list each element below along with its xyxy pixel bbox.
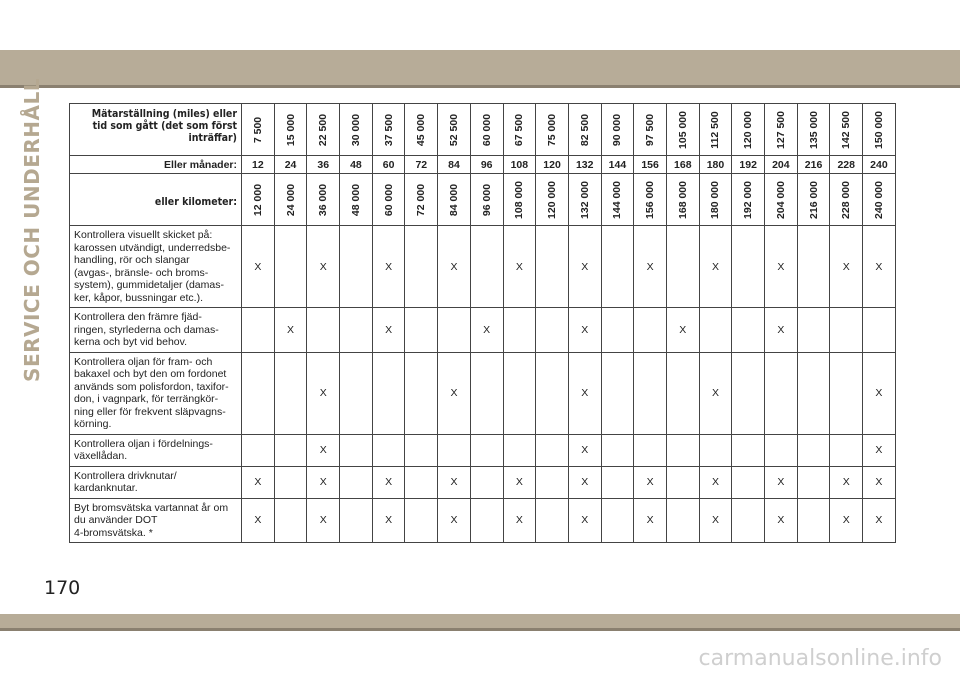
miles-header-cell (340, 104, 373, 156)
interval-mark (405, 498, 438, 543)
interval-mark (405, 308, 438, 353)
interval-mark (601, 466, 634, 498)
interval-mark (797, 466, 830, 498)
interval-mark (307, 308, 340, 353)
interval-mark: X (438, 352, 471, 434)
footer-rule (0, 628, 960, 631)
interval-mark: X (699, 226, 732, 308)
task-row (70, 498, 896, 543)
interval-mark (274, 226, 307, 308)
task-line: Kontrollera den främre fjäd- (74, 311, 202, 323)
interval-mark (634, 308, 667, 353)
interval-mark: X (765, 498, 798, 543)
months-value: 228 (830, 156, 863, 174)
miles-value: 67 500 (513, 113, 526, 146)
miles-header-cell (601, 104, 634, 156)
km-header-cell (503, 174, 536, 226)
interval-mark: X (863, 498, 896, 543)
miles-header-cell (438, 104, 471, 156)
interval-mark (405, 434, 438, 466)
miles-header-cell (242, 104, 275, 156)
miles-header-cell (699, 104, 732, 156)
km-value: 120 000 (546, 180, 559, 219)
task-line: 4-bromsvätska. * (74, 526, 153, 539)
task-line: kerna och byt vid behov. (74, 336, 188, 348)
task-row (70, 352, 896, 434)
task-row (70, 308, 896, 353)
months-value: 60 (372, 156, 405, 174)
interval-mark: X (503, 226, 536, 308)
miles-value: 37 500 (382, 113, 395, 146)
interval-mark: X (438, 466, 471, 498)
months-value: 132 (568, 156, 601, 174)
interval-mark: X (699, 498, 732, 543)
interval-mark (601, 308, 634, 353)
miles-value: 127 500 (774, 110, 787, 149)
miles-header-cell (568, 104, 601, 156)
km-value: 144 000 (611, 180, 624, 219)
months-header-label: Eller månader: (70, 156, 242, 174)
interval-mark (666, 226, 699, 308)
interval-mark: X (372, 466, 405, 498)
task-line: Byt bromsvätska vartannat år om (74, 501, 229, 514)
task-description (70, 498, 242, 543)
km-header-cell (634, 174, 667, 226)
km-header-cell (274, 174, 307, 226)
interval-mark: X (863, 352, 896, 434)
interval-mark: X (765, 308, 798, 353)
interval-mark: X (863, 466, 896, 498)
interval-mark: X (242, 226, 275, 308)
task-line: karossen utvändigt, underredsbe- (74, 241, 231, 254)
miles-header-cell (797, 104, 830, 156)
miles-header-cell (863, 104, 896, 156)
interval-mark: X (765, 226, 798, 308)
interval-mark (405, 352, 438, 434)
interval-mark (601, 226, 634, 308)
interval-mark (242, 308, 275, 353)
interval-mark (797, 226, 830, 308)
miles-value: 105 000 (676, 110, 689, 149)
months-value: 120 (536, 156, 569, 174)
interval-mark (438, 434, 471, 466)
km-header-cell (568, 174, 601, 226)
months-value: 72 (405, 156, 438, 174)
interval-mark (666, 352, 699, 434)
months-value: 24 (274, 156, 307, 174)
page-number: 170 (44, 577, 81, 599)
km-header-row (70, 174, 896, 226)
interval-mark: X (568, 498, 601, 543)
interval-mark (340, 498, 373, 543)
task-description (70, 226, 242, 308)
interval-mark (830, 434, 863, 466)
task-line: bakaxel och byt den om fordonet (74, 368, 227, 380)
months-value: 240 (863, 156, 896, 174)
interval-mark (863, 308, 896, 353)
header-rule (0, 85, 960, 88)
km-value: 240 000 (872, 180, 885, 219)
interval-mark: X (666, 308, 699, 353)
interval-mark (797, 434, 830, 466)
task-line: används som polisfordon, taxifor- (74, 380, 229, 393)
interval-mark (503, 308, 536, 353)
interval-mark: X (470, 308, 503, 353)
interval-mark (274, 434, 307, 466)
interval-mark (634, 434, 667, 466)
interval-mark: X (699, 466, 732, 498)
task-line: don, i vagnpark, för terrängkör- (74, 393, 219, 405)
months-value: 144 (601, 156, 634, 174)
interval-mark (340, 226, 373, 308)
miles-value: 97 500 (644, 113, 657, 146)
km-header-cell (666, 174, 699, 226)
interval-mark (405, 466, 438, 498)
interval-mark: X (503, 466, 536, 498)
miles-header-row (70, 104, 896, 156)
task-line: ker, kåpor, bussningar etc.). (74, 291, 203, 304)
km-header-cell (470, 174, 503, 226)
interval-mark (340, 466, 373, 498)
interval-mark: X (503, 498, 536, 543)
task-description (70, 466, 242, 498)
interval-mark: X (830, 226, 863, 308)
interval-mark: X (372, 226, 405, 308)
interval-mark (601, 498, 634, 543)
miles-value: 142 500 (840, 110, 853, 149)
km-value: 108 000 (513, 180, 526, 219)
task-row (70, 226, 896, 308)
interval-mark: X (830, 466, 863, 498)
miles-value: 150 000 (872, 110, 885, 149)
header-color-bar (0, 50, 960, 85)
interval-mark: X (568, 308, 601, 353)
interval-mark (666, 434, 699, 466)
interval-mark (699, 434, 732, 466)
task-description (70, 352, 242, 434)
miles-value: 52 500 (447, 113, 460, 146)
interval-mark: X (863, 226, 896, 308)
km-value: 132 000 (578, 180, 591, 219)
miles-header-cell (666, 104, 699, 156)
interval-mark (666, 466, 699, 498)
miles-value: 112 500 (709, 110, 722, 149)
interval-mark (503, 352, 536, 434)
interval-mark (470, 226, 503, 308)
interval-mark (470, 434, 503, 466)
interval-mark: X (568, 466, 601, 498)
interval-mark (274, 498, 307, 543)
km-value: 60 000 (382, 183, 395, 216)
interval-mark (732, 498, 765, 543)
page-header-band (0, 0, 960, 56)
miles-value: 120 000 (742, 110, 755, 149)
interval-mark: X (438, 226, 471, 308)
interval-mark (634, 352, 667, 434)
interval-mark (340, 308, 373, 353)
task-line: kardanknutar. (74, 482, 138, 494)
km-value: 168 000 (676, 180, 689, 219)
months-value: 48 (340, 156, 373, 174)
interval-mark: X (863, 434, 896, 466)
km-header-label: eller kilometer: (70, 174, 242, 226)
km-value: 216 000 (807, 180, 820, 219)
months-value: 216 (797, 156, 830, 174)
task-line: ringen, styrlederna och damas- (74, 323, 219, 336)
interval-mark (536, 352, 569, 434)
km-header-cell (372, 174, 405, 226)
interval-mark (340, 434, 373, 466)
interval-mark (470, 466, 503, 498)
miles-header-cell (470, 104, 503, 156)
interval-mark (601, 434, 634, 466)
miles-value: 82 500 (578, 113, 591, 146)
interval-mark (732, 466, 765, 498)
km-value: 228 000 (840, 180, 853, 219)
task-line: Kontrollera drivknutar/ (74, 469, 177, 482)
km-header-cell (732, 174, 765, 226)
interval-mark: X (699, 352, 732, 434)
interval-mark (274, 466, 307, 498)
interval-mark: X (568, 226, 601, 308)
interval-mark: X (372, 498, 405, 543)
months-value: 96 (470, 156, 503, 174)
months-header-row (70, 156, 896, 174)
km-value: 180 000 (709, 180, 722, 219)
km-value: 36 000 (317, 183, 330, 216)
task-row (70, 434, 896, 466)
task-description (70, 308, 242, 353)
interval-mark (242, 434, 275, 466)
km-header-cell (438, 174, 471, 226)
task-line: ning eller för frekvent släpvagns- (74, 405, 226, 418)
miles-header-cell (503, 104, 536, 156)
miles-value: 45 000 (415, 113, 428, 146)
miles-value: 22 500 (317, 113, 330, 146)
interval-mark: X (307, 466, 340, 498)
task-line: (avgas-, bränsle- och broms- (74, 266, 209, 279)
interval-mark (438, 308, 471, 353)
miles-value: 15 000 (284, 113, 297, 146)
interval-mark: X (307, 352, 340, 434)
km-header-cell (340, 174, 373, 226)
miles-header-cell (634, 104, 667, 156)
months-value: 108 (503, 156, 536, 174)
interval-mark (274, 352, 307, 434)
task-line: Kontrollera oljan i fördelnings- (74, 437, 213, 450)
km-header-cell (765, 174, 798, 226)
months-value: 12 (242, 156, 275, 174)
miles-header-cell (765, 104, 798, 156)
interval-mark (536, 466, 569, 498)
interval-mark: X (634, 498, 667, 543)
interval-mark: X (634, 226, 667, 308)
interval-mark (797, 498, 830, 543)
interval-mark (340, 352, 373, 434)
interval-mark (601, 352, 634, 434)
km-header-cell (699, 174, 732, 226)
miles-value: 90 000 (611, 113, 624, 146)
miles-header-cell (830, 104, 863, 156)
interval-mark (536, 498, 569, 543)
interval-mark (242, 352, 275, 434)
interval-mark (732, 226, 765, 308)
task-description (70, 434, 242, 466)
km-header-cell (242, 174, 275, 226)
months-value: 192 (732, 156, 765, 174)
task-line: handling, rör och slangar (74, 254, 190, 266)
watermark-text: carmanualsonline.info (698, 646, 942, 671)
km-value: 72 000 (415, 183, 428, 216)
miles-header-cell (372, 104, 405, 156)
side-section-title (18, 78, 46, 382)
interval-mark: X (274, 308, 307, 353)
km-value: 84 000 (447, 183, 460, 216)
interval-mark (405, 226, 438, 308)
interval-mark (732, 308, 765, 353)
km-header-cell (830, 174, 863, 226)
section-title-text: SERVICE OCH UNDERHÅLL (20, 78, 44, 382)
months-value: 84 (438, 156, 471, 174)
km-value: 12 000 (251, 183, 264, 216)
task-line: Kontrollera oljan för fram- och (74, 355, 213, 368)
miles-value: 60 000 (480, 113, 493, 146)
miles-value: 30 000 (349, 113, 362, 146)
months-value: 204 (765, 156, 798, 174)
miles-header-cell (732, 104, 765, 156)
interval-mark: X (242, 498, 275, 543)
interval-mark (372, 352, 405, 434)
miles-header-cell (307, 104, 340, 156)
miles-header-cell (536, 104, 569, 156)
task-line: växellådan. (74, 450, 128, 462)
interval-mark (536, 308, 569, 353)
interval-mark: X (568, 434, 601, 466)
interval-mark (732, 352, 765, 434)
interval-mark (797, 308, 830, 353)
miles-header-cell (405, 104, 438, 156)
interval-mark (372, 434, 405, 466)
km-value: 192 000 (742, 180, 755, 219)
km-header-cell (863, 174, 896, 226)
km-value: 204 000 (774, 180, 787, 219)
km-header-cell (405, 174, 438, 226)
task-row (70, 466, 896, 498)
interval-mark: X (830, 498, 863, 543)
miles-value: 75 000 (546, 113, 559, 146)
km-header-cell (797, 174, 830, 226)
interval-mark: X (438, 498, 471, 543)
interval-mark: X (765, 466, 798, 498)
miles-header-cell (274, 104, 307, 156)
interval-mark (666, 498, 699, 543)
interval-mark (830, 308, 863, 353)
months-value: 156 (634, 156, 667, 174)
months-value: 180 (699, 156, 732, 174)
interval-mark (536, 434, 569, 466)
km-value: 24 000 (284, 183, 297, 216)
interval-mark: X (307, 498, 340, 543)
interval-mark (732, 434, 765, 466)
interval-mark: X (242, 466, 275, 498)
task-line: system), gummidetaljer (damas- (74, 279, 224, 291)
interval-mark (470, 352, 503, 434)
km-header-cell (601, 174, 634, 226)
km-header-cell (307, 174, 340, 226)
interval-mark (765, 434, 798, 466)
miles-value: 7 500 (251, 116, 264, 143)
interval-mark (765, 352, 798, 434)
interval-mark: X (307, 434, 340, 466)
task-line: körning. (74, 418, 112, 430)
interval-mark (503, 434, 536, 466)
miles-header-label: Mätarställning (miles) eller tid som gått (det som först inträffar) (70, 104, 242, 156)
interval-mark: X (307, 226, 340, 308)
interval-mark (797, 352, 830, 434)
months-value: 168 (666, 156, 699, 174)
interval-mark: X (372, 308, 405, 353)
footer-color-bar (0, 614, 960, 628)
maintenance-schedule-table (69, 103, 896, 543)
km-value: 156 000 (644, 180, 657, 219)
km-header-cell (536, 174, 569, 226)
interval-mark (830, 352, 863, 434)
task-line: Kontrollera visuellt skicket på: (74, 229, 213, 241)
months-value: 36 (307, 156, 340, 174)
interval-mark (536, 226, 569, 308)
km-value: 48 000 (349, 183, 362, 216)
miles-value: 135 000 (807, 110, 820, 149)
interval-mark (470, 498, 503, 543)
interval-mark: X (634, 466, 667, 498)
interval-mark: X (568, 352, 601, 434)
interval-mark (699, 308, 732, 353)
km-value: 96 000 (480, 183, 493, 216)
task-line: du använder DOT (74, 514, 158, 526)
